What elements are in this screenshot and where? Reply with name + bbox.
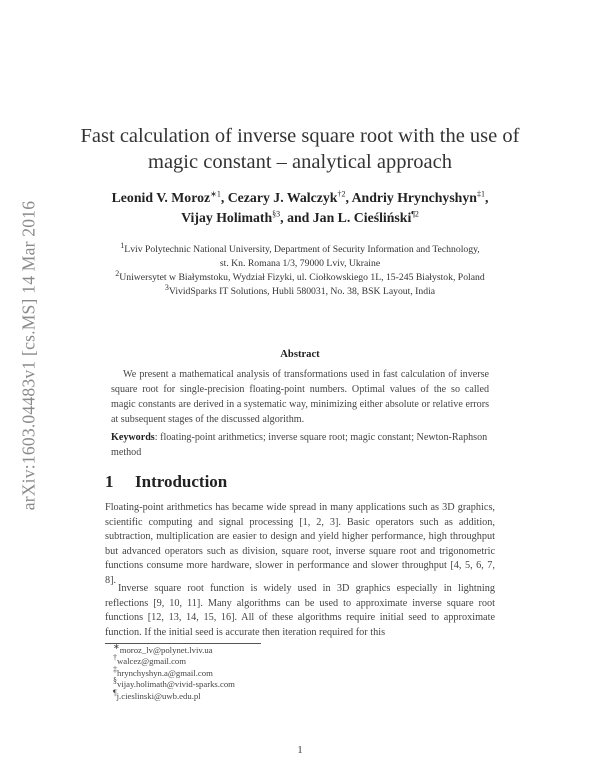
keywords-text: : floating-point arithmetics; inverse square root; magic constant; Newton-Raphson method xyxy=(111,432,488,458)
footnote-divider xyxy=(105,643,261,644)
abstract-heading: Abstract xyxy=(280,349,320,360)
keywords-label: Keywords xyxy=(111,432,155,443)
footnote-mark: † xyxy=(113,653,117,663)
footnote-email[interactable]: j.cieslinski@uwb.edu.pl xyxy=(116,690,201,701)
footnote-email[interactable]: vijay.holimath@vivid-sparks.com xyxy=(117,679,235,690)
body-paragraph: Floating-point arithmetics has became wide spread in many applications such as 3D graphics, scientific computing and signal processing [1, 2, 3]. Basic operators such as addition, subtraction, multiplication are easier to design and yield higher performance, high throughput but advanced operators such as division, square root, inverse square root and trigonometric functions consume more hardware, slower in performance and slower throughput [4, 5, 6, 7, 8]. xyxy=(105,502,495,586)
author-separator: , xyxy=(220,190,228,205)
paper-title-line-2: magic constant – analytical approach xyxy=(148,151,452,173)
footnote-email[interactable]: walcez@gmail.com xyxy=(117,656,187,667)
author-affiliation-number: 2 xyxy=(414,209,419,219)
footnote-email[interactable]: moroz_lv@polynet.lviv.ua xyxy=(119,645,213,655)
affiliation-text: Uniwersytet w Białymstoku, Wydział Fizyki, ul. Ciołkowskiego 1L, 15-245 Białystok, Poland xyxy=(119,272,485,283)
affiliation-number: 2 xyxy=(115,268,120,278)
affiliations xyxy=(75,240,525,299)
body-paragraph: Inverse square root function is widely used in 3D graphics especially in lightning reflections [9, 10, 11]. Many algorithms can be used to approximate inverse square root functions [12, 13, 14, 15, 16]. All of these algorithms require initial seed to approximate function. If the initial seed is accurate then iteration required for this xyxy=(105,583,495,638)
author-footnote-mark: ∗ xyxy=(210,189,217,199)
footnote-email[interactable]: hrynchyshyn.a@gmail.com xyxy=(117,667,213,678)
page-number: 1 xyxy=(297,745,303,756)
footnotes xyxy=(113,642,235,702)
author-separator: , xyxy=(345,190,352,205)
author-affiliation-number: 1 xyxy=(216,189,221,199)
author-name: Jan L. Cieśliński xyxy=(312,210,412,225)
author-affiliation-number: 2 xyxy=(341,189,346,199)
abstract-text: We present a mathematical analysis of transformations used in fast calculation of inverse square root for single-precision floating-point numbers. Optimal values of the so called magic constants are derived in a systematic way, minimizing either absolute or relative errors at subsequent stages of the discussed algorithm. xyxy=(111,369,489,425)
author-name: Vijay Holimath xyxy=(181,210,273,225)
paper-title-line-1: Fast calculation of inverse square root with the use of xyxy=(80,125,520,147)
author-name: Cezary J. Walczyk xyxy=(227,190,338,205)
affiliation-number: 1 xyxy=(120,240,125,250)
author-affiliation-number: 1 xyxy=(480,189,485,199)
affiliation-text: VividSparks IT Solutions, Hubli 580031, No. 38, BSK Layout, India xyxy=(168,286,436,297)
footnote-mark: § xyxy=(113,676,117,686)
author-footnote-mark: ¶ xyxy=(411,209,415,219)
arxiv-identifier-stamp xyxy=(17,183,41,528)
author-footnote-mark: § xyxy=(272,209,277,219)
section-heading-introduction xyxy=(105,472,227,492)
affiliation-line xyxy=(75,240,525,257)
footnote-mark: ‡ xyxy=(113,664,117,674)
author-footnote-mark: ‡ xyxy=(476,189,481,199)
author-name: Leonid V. Moroz xyxy=(111,190,211,205)
footnote xyxy=(113,642,235,656)
arxiv-identifier-text: arXiv:1603.04483v1 [cs.MS] 14 Mar 2016 xyxy=(18,200,39,511)
footnote xyxy=(113,653,235,667)
affiliation-line xyxy=(75,268,525,285)
author-footnote-mark: † xyxy=(337,189,342,199)
section-title: Introduction xyxy=(135,472,228,491)
affiliation-number: 3 xyxy=(164,282,169,292)
author-name: Andriy Hrynchyshyn xyxy=(351,190,477,205)
footnote-mark: ¶ xyxy=(113,687,117,697)
footnote xyxy=(113,664,235,679)
footnote-mark: ∗ xyxy=(113,642,120,652)
keywords xyxy=(111,430,489,460)
affiliation-line xyxy=(75,257,525,271)
footnote xyxy=(113,676,235,690)
paper-title xyxy=(70,123,530,175)
author-separator: , and xyxy=(280,210,313,225)
author-separator: , xyxy=(484,190,489,205)
author-affiliation-number: 3 xyxy=(276,209,281,219)
affiliation-text: st. Kn. Romana 1/3, 79000 Lviv, Ukraine xyxy=(219,258,381,269)
author-list xyxy=(95,188,505,228)
affiliation-text: Lviv Polytechnic National University, Department of Security Information and Technology, xyxy=(124,244,480,255)
section-number: 1 xyxy=(105,472,114,491)
affiliation-line xyxy=(75,282,525,299)
footnote xyxy=(113,687,235,702)
